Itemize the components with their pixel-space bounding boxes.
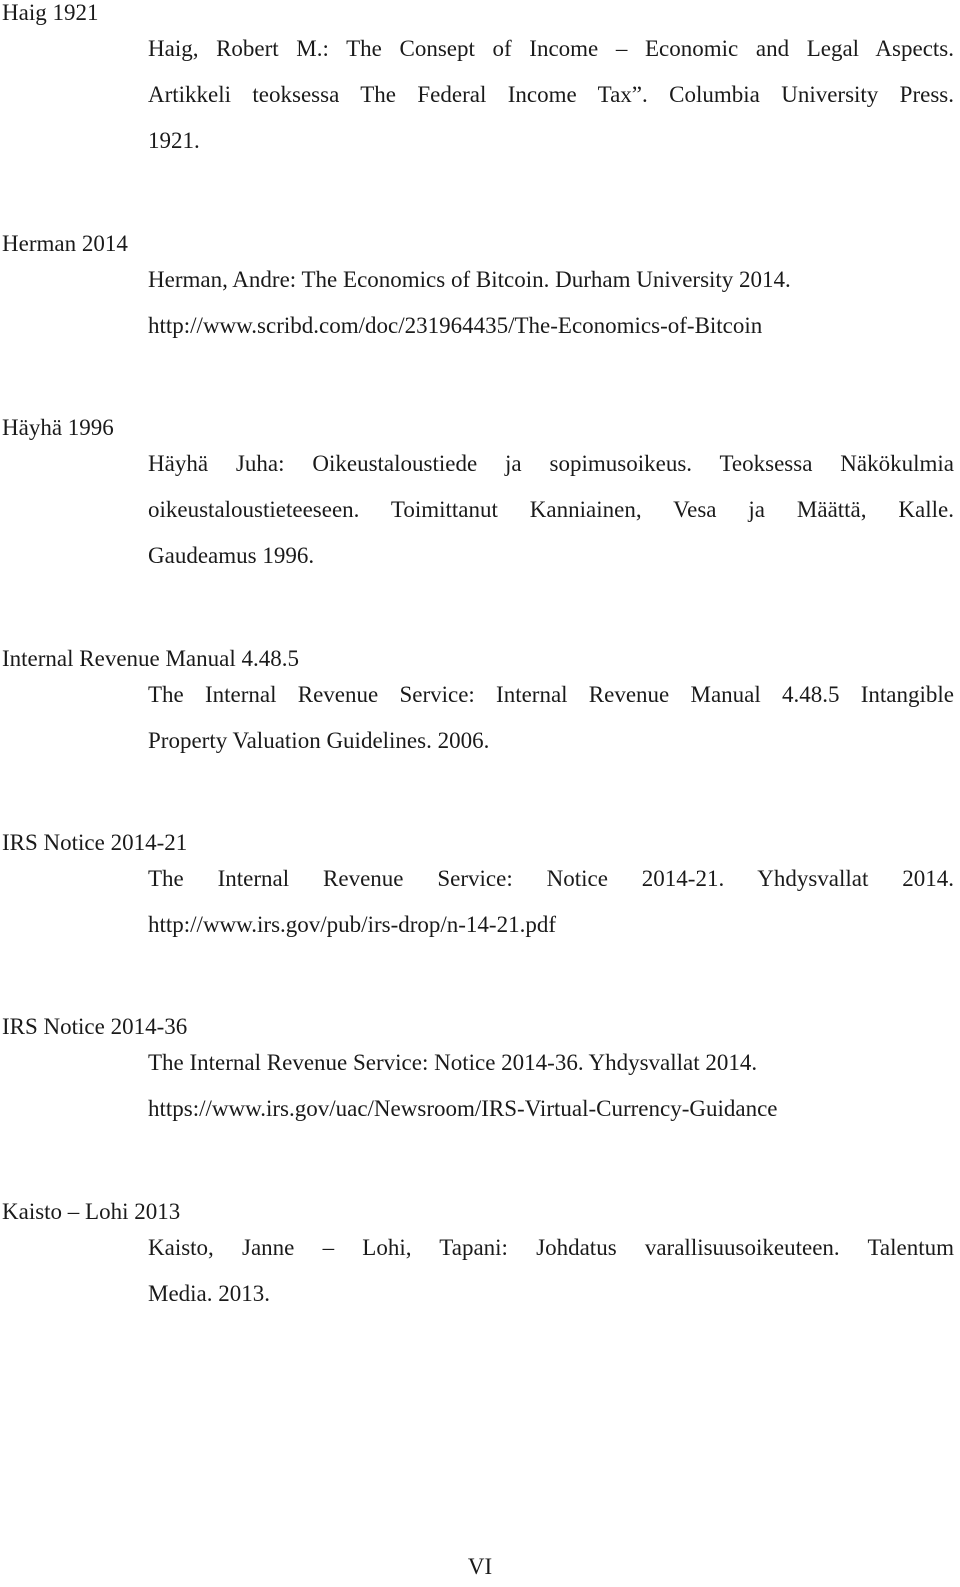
bib-entry-reference [148,441,954,579]
bib-reference-line: Häyhä Juha: Oikeustaloustiede ja sopimusoikeus. Teoksessa Näkökulmia [148,451,954,476]
bib-reference-line: 1921. [148,128,200,153]
bib-entry-key: Internal Revenue Manual 4.48.5 [2,646,299,671]
bib-reference-line: Gaudeamus 1996. [148,543,315,568]
bib-reference-line: https://www.irs.gov/uac/Newsroom/IRS-Virtual-Currency-Guidance [148,1096,778,1121]
bib-reference-line: Media. 2013. [148,1281,271,1306]
bib-entry-reference [148,672,954,764]
bib-entry-reference [148,1225,954,1317]
bib-entry-reference [148,856,954,948]
bib-entry-key: IRS Notice 2014-21 [2,830,188,855]
bib-reference-line: Property Valuation Guidelines. 2006. [148,728,490,753]
bib-reference-line: The Internal Revenue Service: Notice 2014-21. Yhdysvallat 2014. [148,866,954,891]
page-number: VI [467,1554,493,1579]
bib-reference-line: Artikkeli teoksessa The Federal Income Tax”. Columbia University Press. [148,82,954,107]
bib-reference-line: Herman, Andre: The Economics of Bitcoin. Durham University 2014. [148,267,791,292]
bib-entry-key: Häyhä 1996 [2,415,114,440]
bib-reference-line: The Internal Revenue Service: Internal Revenue Manual 4.48.5 Intangible [148,682,954,707]
bib-reference-line: Haig, Robert M.: The Consept of Income – Economic and Legal Aspects. [148,36,954,61]
bib-entry-key: IRS Notice 2014-36 [2,1014,188,1039]
bib-entry-key: Kaisto – Lohi 2013 [2,1199,181,1224]
bib-reference-line: http://www.scribd.com/doc/231964435/The-Economics-of-Bitcoin [148,313,763,338]
bib-reference-line: oikeustaloustieteeseen. Toimittanut Kanniainen, Vesa ja Määttä, Kalle. [148,497,954,522]
bib-entry-reference [148,257,954,349]
bib-reference-line: Kaisto, Janne – Lohi, Tapani: Johdatus varallisuusoikeuteen. Talentum [148,1235,954,1260]
bib-entry-key: Haig 1921 [2,0,99,25]
bib-entry-reference [148,1040,954,1132]
bib-entry-reference [148,26,954,164]
bib-reference-line: The Internal Revenue Service: Notice 2014-36. Yhdysvallat 2014. [148,1050,758,1075]
bib-reference-line: http://www.irs.gov/pub/irs-drop/n-14-21.pdf [148,912,557,937]
bib-entry-key: Herman 2014 [2,231,128,256]
